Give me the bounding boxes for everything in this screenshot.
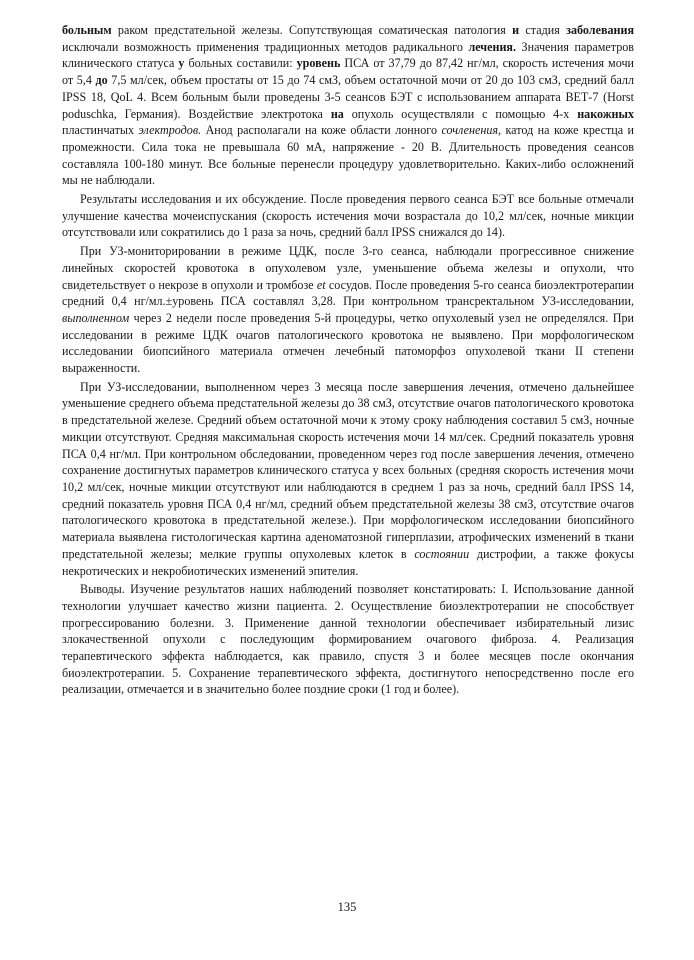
paragraph [62, 581, 634, 698]
text-run: выполненном [62, 310, 130, 325]
text-run: сосудов. После проведения 5-го сеанса биоэлектротерапии средний 0,4 нг/мл.±уровень ПСА составлял 3,28. При контрольном трансректальном УЗ-исследовании, [62, 277, 634, 309]
text-run: заболевания [566, 23, 635, 37]
text-run: Выводы. Изучение результатов наших наблюдений позволяет констатировать: I. Использование данной технологии улучшает качество жизни пациента. 2. Осуществление биоэлектротерапии не способствует прогрессированию болезни. 3. Применение данной технологии обеспечивает избирательный лизис злокачественной опухоли с последующим формированием очагового фиброза. 4. Реализация терапевтического эффекта наблюдается, как правило, спустя 3 и более месяцев после окончания биоэлектротерапии. 5. Сохранение терапевтического эффекта, достигнутого непосредственно после его реализации, отмечается и в значительно более поздние сроки (1 год и более). [62, 582, 634, 697]
text-run: стадия [519, 23, 567, 37]
text-run: накожных [577, 106, 634, 121]
text-run: опухоль осуществляли с помощью 4-х [343, 106, 578, 121]
paragraph [62, 379, 634, 579]
text-run: электродов. [138, 123, 202, 138]
text-run: 7,5 мл/сек, объем простаты от 15 до 74 смЗ, объем остаточной мочи от 20 до 103 смЗ, средний балл IPSS 18, QoL 4. Всем больным были проведены 3-5 сеансов БЭТ с использованием аппарата ВЕТ-7 (Horst poduschka, Германия). Воздействие электротока [62, 73, 634, 121]
text-run: , катод на коже крестца и промежности. Сила тока не превышала 60 мА, напряжение - 20 В. Длительность проведения сеансов составляла 100-180 минут. Все больные перенесли процедуру удовлетворительно. Каких-либо осложнений мы не наблюдали. [62, 123, 634, 188]
body-text [62, 22, 634, 698]
text-run: et [316, 277, 326, 292]
text-run: через 2 недели после проведения 5-й процедуры, четко опухолевый узел не определялся. При исследовании в режиме ЦДК очагов патологического кровотока не выявлено. При морфологическом исследовании биопсийного материала отмечен лечебный патоморфоз опухолевой ткани II степени выраженности. [62, 310, 634, 376]
text-run: Значения параметров клинического статуса [62, 39, 635, 71]
text-run: больных составили: [184, 56, 297, 71]
paragraph [62, 243, 634, 377]
text-run: раком предстательной железы. Сопутствующая соматическая патология [111, 23, 513, 37]
text-run: Результаты исследования и их обсуждение. После проведения первого сеанса БЭТ все больные отмечали улучшение качества мочеиспускания (скорость истечения мочи возрастала до 10,2 мл/сек, ночные микции отсутствовали или сократились до 1 раза за ночь, средний балл IPSS снижался до 14). [62, 192, 634, 240]
text-run: уровень [296, 56, 341, 71]
paragraph [62, 191, 634, 241]
text-run: и [512, 23, 520, 37]
text-run: пластинчатых [62, 123, 139, 138]
text-run: лечения. [468, 39, 516, 54]
text-run: состоянии [414, 546, 470, 561]
text-run: больным [62, 23, 112, 37]
text-run: сочленения [441, 123, 499, 138]
text-run: При УЗ-мониторировании в режиме ЦДК, после 3-го сеанса, наблюдали прогрессивное снижение линейных скоростей кровотока в опухолевом узле, уменьшение объема железы и опухоли, что свидетельствует о некрозе в опухоли и тромбозе [62, 244, 634, 292]
text-run: Анод располагали на коже области лонного [201, 123, 442, 138]
text-run: ПСА от 37,79 до 87,42 нг/мл, скорость истечения мочи от 5,4 [62, 56, 634, 88]
text-run: у [178, 56, 185, 71]
text-run: дистрофии, а также фокусы некротических и некробиотических изменений эпителия. [62, 546, 634, 578]
text-run: При УЗ-исследовании, выполненном через 3 месяца после завершения лечения, отмечено дальнейшее уменьшение среднего объема предстательной железы до 38 смЗ, отсутствие очагов патологического кровотока в предстательной железе. Средний объем остаточной мочи к этому сроку наблюдения составил 5 смЗ, ночные микции отсутствуют. Средняя максимальная скорость истечения мочи 14 мл/сек. Средний показатель уровня ПСА 0,4 нг/мл. При контрольном обследовании, проведенном через год после завершения лечения, отмечено сохранение достигнутых параметров клинического статуса у всех больных (средняя скорость истечения мочи 10,2 мл/сек, ночные микции отсутствуют или наблюдаются в среднем 1 раз за ночь, средний балл IPSS 14, средний показатель уровня ПСА 0,4 нг/мл, средний объем предстательной железы 38 смЗ, отсутствие очагов патологического кровотока в предстательной железе.). При морфологическом исследовании биопсийного материала выявлена гистологическая картина аденоматозной гиперплазии, атрофических изменений в ткани предстательной железы; мелкие группы опухолевых клеток в [62, 379, 634, 561]
text-run: исключали возможность применения традиционных методов радикального [62, 39, 469, 54]
text-run: на [330, 106, 344, 121]
paragraph [62, 22, 634, 189]
text-run: до [95, 73, 108, 88]
page-number: 135 [337, 900, 357, 914]
